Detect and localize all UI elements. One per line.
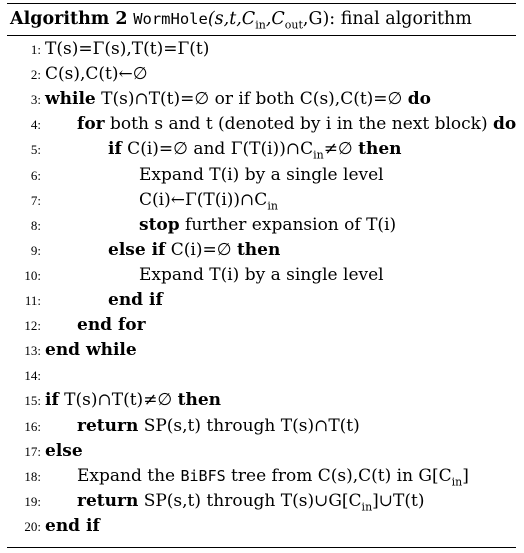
line-number: 3: — [30, 92, 41, 108]
line-code — [77, 464, 469, 489]
keyword: then — [358, 139, 402, 160]
code-text: T(s)∩T(t)≠∅ — [58, 390, 178, 411]
line-number: 5: — [30, 142, 41, 158]
algorithm-line — [7, 62, 516, 87]
algorithm-line — [7, 489, 516, 514]
code-text: T(s)=Γ(s),T(t)=Γ(t) — [45, 39, 210, 59]
keyword: else — [45, 440, 83, 461]
algorithm-params-mid: ,C — [265, 9, 285, 29]
code-text: ]∪T(t) — [372, 490, 425, 511]
line-number: 13: — [24, 343, 41, 359]
code-text: C(i)=∅ — [165, 239, 237, 260]
algorithm-line — [7, 188, 516, 213]
line-number: 1: — [30, 42, 41, 57]
keyword: if — [108, 139, 122, 160]
keyword: end if — [45, 515, 100, 536]
code-text: Expand T(i) by a single level — [139, 164, 384, 185]
param-sub-in: in — [255, 18, 266, 32]
keyword: while — [45, 89, 96, 110]
algorithm-line — [7, 213, 516, 238]
line-number: 9: — [30, 242, 41, 258]
line-code — [139, 213, 396, 238]
code-text: both s and t (denoted by i in the next block) — [104, 114, 493, 135]
line-code — [45, 514, 100, 539]
subscript: in — [313, 148, 324, 162]
algorithm-block — [7, 3, 516, 548]
code-text: SP(s,t) through T(s)∩T(t) — [138, 415, 360, 436]
code-text: ] — [462, 465, 469, 486]
line-number: 15: — [24, 393, 41, 409]
line-code — [45, 37, 209, 62]
keyword: return — [77, 490, 139, 511]
algorithm-params: (s,t,C — [207, 9, 256, 29]
top-rule — [7, 3, 516, 4]
code-text: T(s)∩T(t)=∅ or if both C(s),C(t)=∅ — [95, 89, 408, 110]
line-number: 2: — [30, 67, 41, 83]
keyword: then — [236, 239, 281, 260]
code-text: Expand T(i) by a single level — [139, 264, 384, 285]
line-code — [108, 238, 280, 263]
keyword: end for — [77, 315, 146, 336]
code-text: C(i)=∅ and Γ(T(i))∩C — [121, 139, 314, 160]
line-number: 7: — [30, 192, 41, 208]
line-code — [45, 439, 83, 464]
algorithm-line — [7, 288, 516, 313]
line-code — [139, 188, 278, 213]
keyword: do — [493, 114, 517, 135]
line-number: 17: — [24, 443, 41, 459]
keyword: then — [177, 390, 222, 411]
keyword: return — [77, 415, 139, 436]
algorithm-line — [7, 338, 516, 363]
line-code — [77, 313, 146, 338]
algorithm-params-end: ,G): final algorithm — [302, 9, 472, 29]
subscript: in — [451, 475, 463, 489]
algorithm-line — [7, 137, 516, 162]
param-sub-out: out — [284, 18, 303, 32]
keyword: else if — [108, 239, 166, 260]
algorithm-line — [7, 163, 516, 188]
keyword: for — [77, 114, 105, 135]
algorithm-line — [7, 313, 516, 338]
line-code — [77, 414, 360, 439]
code-text: further expansion of T(i) — [179, 214, 397, 235]
line-code — [77, 489, 424, 514]
subscript: in — [267, 198, 278, 212]
algorithm-line — [7, 439, 516, 464]
line-code — [45, 62, 148, 87]
code-text: SP(s,t) through T(s)∪G[C — [138, 490, 362, 511]
line-code — [45, 388, 221, 413]
line-number: 14: — [24, 368, 41, 384]
subscript: in — [361, 500, 373, 514]
line-code — [139, 263, 384, 288]
line-code — [45, 87, 431, 112]
line-code — [108, 137, 402, 162]
line-number: 8: — [30, 217, 41, 233]
line-code — [139, 163, 384, 188]
line-number: 16: — [24, 418, 41, 434]
line-number: 10: — [24, 267, 41, 283]
code-text: C(i)←Γ(T(i))∩C — [139, 189, 268, 210]
algorithm-line — [7, 414, 516, 439]
code-mono: BiBFS — [180, 466, 226, 485]
code-text: Expand the — [77, 465, 181, 486]
keyword: end if — [108, 290, 163, 310]
algorithm-name: WormHole — [133, 10, 208, 28]
code-text: C(s),C(t)←∅ — [45, 64, 148, 85]
code-text: tree from C(s),C(t) in G[C — [225, 465, 452, 486]
line-code — [108, 288, 163, 313]
algorithm-line — [7, 464, 516, 489]
bottom-rule — [7, 547, 516, 548]
algorithm-line — [7, 37, 516, 62]
keyword: stop — [139, 214, 180, 235]
algorithm-line — [7, 363, 516, 388]
code-text: ≠∅ — [323, 139, 359, 160]
line-number: 11: — [24, 293, 41, 308]
algorithm-line — [7, 514, 516, 539]
algorithm-line — [7, 87, 516, 112]
line-code — [45, 338, 137, 363]
algorithm-line — [7, 112, 516, 137]
line-code — [77, 112, 516, 137]
algorithm-line — [7, 238, 516, 263]
keyword: if — [45, 390, 59, 411]
keyword: do — [407, 89, 431, 110]
algorithm-label: Algorithm 2 — [10, 9, 128, 29]
line-number: 19: — [24, 493, 41, 509]
line-number: 18: — [24, 468, 41, 484]
line-number: 20: — [24, 518, 41, 534]
line-number: 4: — [30, 117, 41, 133]
line-number: 6: — [30, 167, 41, 183]
keyword: end while — [45, 340, 137, 361]
algorithm-line — [7, 388, 516, 413]
algorithm-caption — [10, 8, 472, 30]
caption-rule — [7, 35, 516, 36]
algorithm-line — [7, 263, 516, 288]
line-number: 12: — [24, 318, 41, 334]
